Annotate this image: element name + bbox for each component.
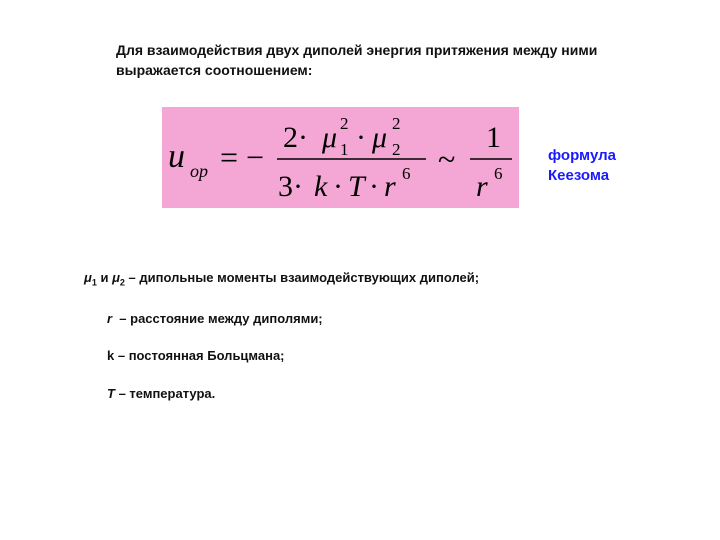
mu-subscript-2: 2 [119,277,125,288]
formula-den-r: r [384,170,396,203]
definition-k [107,348,285,363]
formula-mu2-subscript: 2 [392,140,401,159]
keesom-formula [162,107,519,208]
definition-mu-text: – дипольные моменты взаимодействующих диполей; [124,270,480,285]
formula-equals-minus: = − [220,139,265,175]
formula-tilde: ~ [438,141,456,177]
T-symbol: T [107,386,115,401]
formula-num-mu1: μ [322,121,338,154]
formula-lhs-subscript: op [190,161,208,181]
side-label-line-1: формула [548,147,616,164]
formula-rhs-den-superscript: 6 [494,164,503,183]
formula-rhs-den-r: r [476,170,488,203]
definition-mu [84,270,479,288]
formula-num-coefficient: 2· [283,121,308,154]
definition-r-text: – расстояние между диполями; [112,311,323,326]
definition-T [107,386,215,401]
formula-lhs-u: u [168,138,185,175]
r-symbol: r [107,311,113,326]
keesom-formula-label [548,146,658,186]
formula-den-coefficient: 3· [278,170,303,203]
formula-den-r-superscript: 6 [402,164,411,183]
k-symbol: k [107,348,115,363]
definition-r [107,311,323,326]
mu-symbol-1: μ [84,270,92,285]
formula-mu1-superscript: 2 [340,114,349,133]
formula-den-T: T [348,170,365,203]
keesom-formula-box [162,107,519,208]
side-label-line-2: Кеезома [548,167,610,184]
formula-den-k: k [314,170,328,203]
definition-mu-and: и [96,270,113,285]
intro-line-2: выражается соотношением: [116,62,313,78]
formula-den-dot-2: · [369,170,379,203]
formula-num-mu2: μ [372,121,388,154]
formula-mu1-subscript: 1 [340,140,349,159]
formula-den-dot-1: · [333,170,343,203]
mu-symbol-2: μ [112,270,120,285]
formula-mu2-superscript: 2 [392,114,401,133]
intro-line-1: Для взаимодействия двух диполей энергия притяжения между ними [116,42,598,58]
formula-rhs-numerator: 1 [486,121,501,154]
intro-paragraph [116,40,686,80]
definition-k-text: – постоянная Больцмана; [114,348,285,363]
formula-num-dot: · [356,121,366,154]
definition-T-text: – температура. [114,386,216,401]
mu-subscript-1: 1 [91,277,97,288]
